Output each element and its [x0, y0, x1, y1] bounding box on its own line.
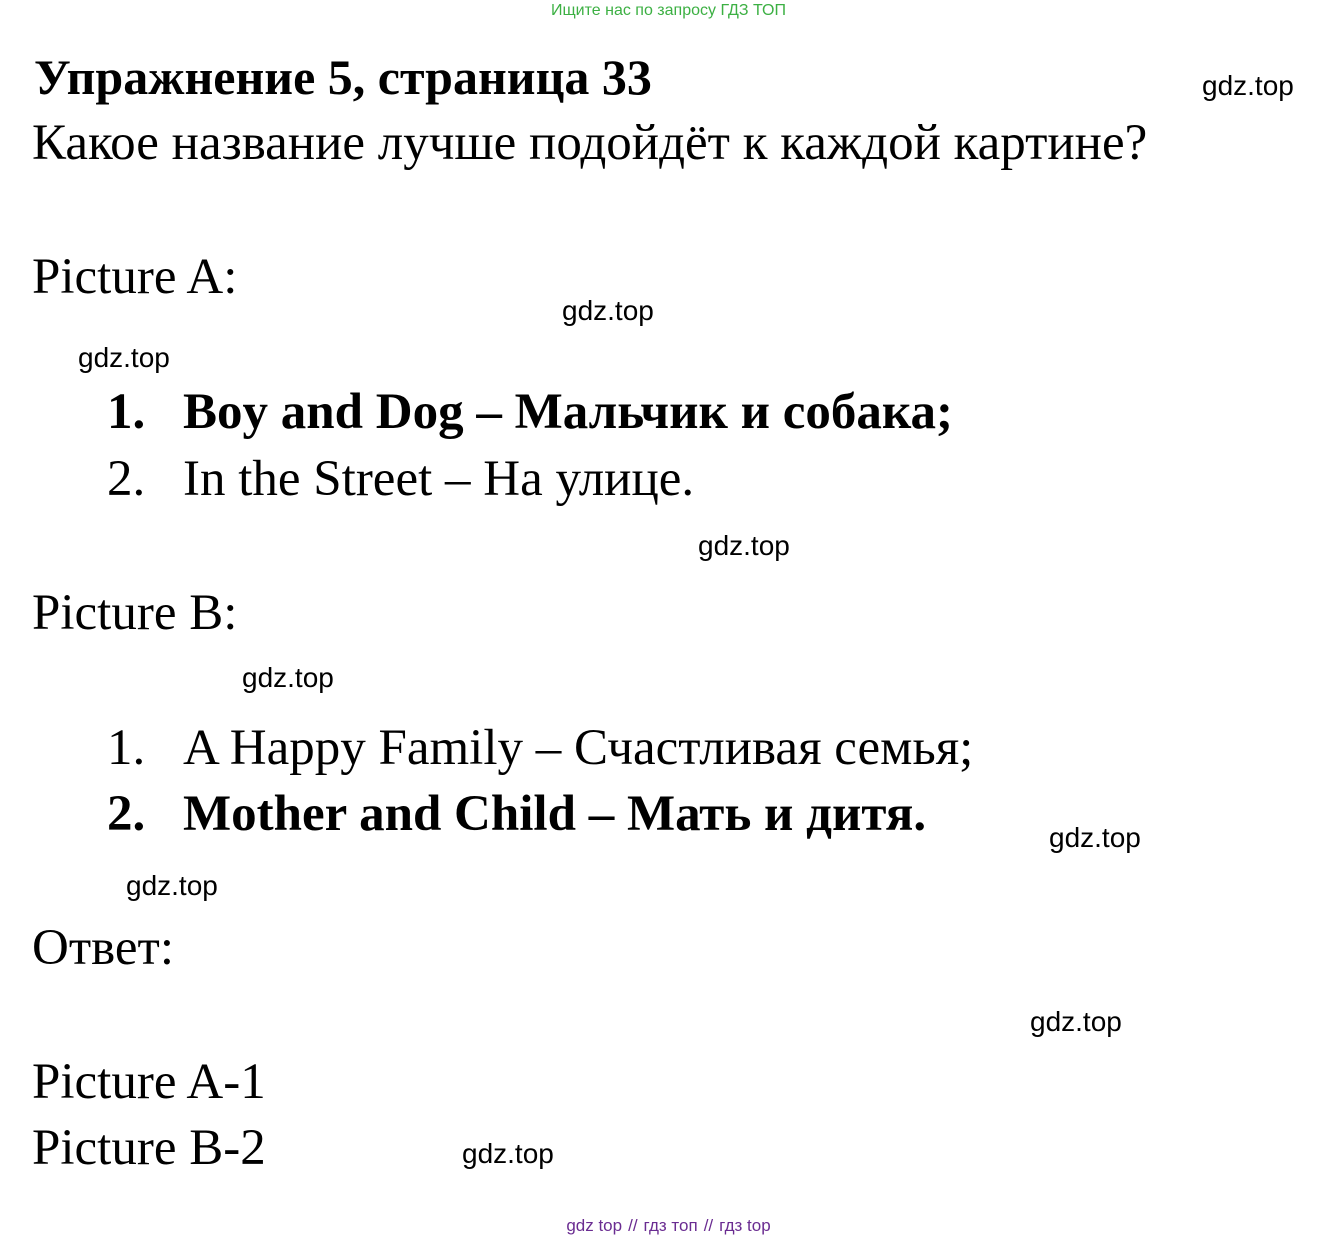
- picture-b-label: Picture B:: [32, 585, 238, 641]
- picture-b-option-2: [107, 783, 1047, 845]
- watermark: gdz.top: [126, 870, 218, 901]
- footer-links: [0, 1216, 1337, 1236]
- option-text: In the Street – На улице.: [183, 451, 695, 507]
- footer-separator: //: [628, 1216, 638, 1235]
- answer-label: Ответ:: [32, 920, 174, 976]
- watermark: gdz.top: [1049, 822, 1141, 853]
- watermark: gdz.top: [462, 1138, 554, 1169]
- footer-separator: //: [703, 1216, 714, 1235]
- watermark: gdz.top: [562, 295, 654, 326]
- footer-link[interactable]: гдз топ: [643, 1216, 698, 1235]
- watermark: gdz.top: [1030, 1006, 1122, 1037]
- picture-b-option-1: [107, 717, 1207, 779]
- watermark: gdz.top: [78, 342, 170, 373]
- option-number: 2.: [107, 451, 146, 507]
- page-title: Упражнение 5, страница 33: [34, 49, 652, 105]
- footer-link[interactable]: гдз top: [719, 1216, 771, 1235]
- option-number: 2.: [107, 786, 146, 842]
- top-banner: Ищите нас по запросу ГДЗ ТОП: [551, 2, 786, 19]
- answer-line-1: Picture A-1: [32, 1054, 266, 1110]
- picture-a-option-2: [107, 448, 1207, 510]
- watermark: gdz.top: [1202, 70, 1294, 101]
- option-number: 1.: [107, 720, 146, 776]
- picture-a-option-1: [107, 381, 1207, 443]
- picture-a-label: Picture A:: [32, 249, 238, 305]
- footer-link[interactable]: gdz top: [566, 1216, 623, 1235]
- option-text: A Happy Family – Счастливая семья;: [183, 720, 974, 776]
- answer-line-2: Picture B-2: [32, 1120, 266, 1176]
- watermark: gdz.top: [698, 530, 790, 561]
- option-text: Boy and Dog – Мальчик и собака;: [183, 384, 954, 440]
- question-text: Какое название лучше подойдёт к каждой картине?: [32, 115, 1148, 171]
- option-text: Mother and Child – Мать и дитя.: [183, 786, 927, 842]
- option-number: 1.: [107, 384, 146, 440]
- watermark: gdz.top: [242, 662, 334, 693]
